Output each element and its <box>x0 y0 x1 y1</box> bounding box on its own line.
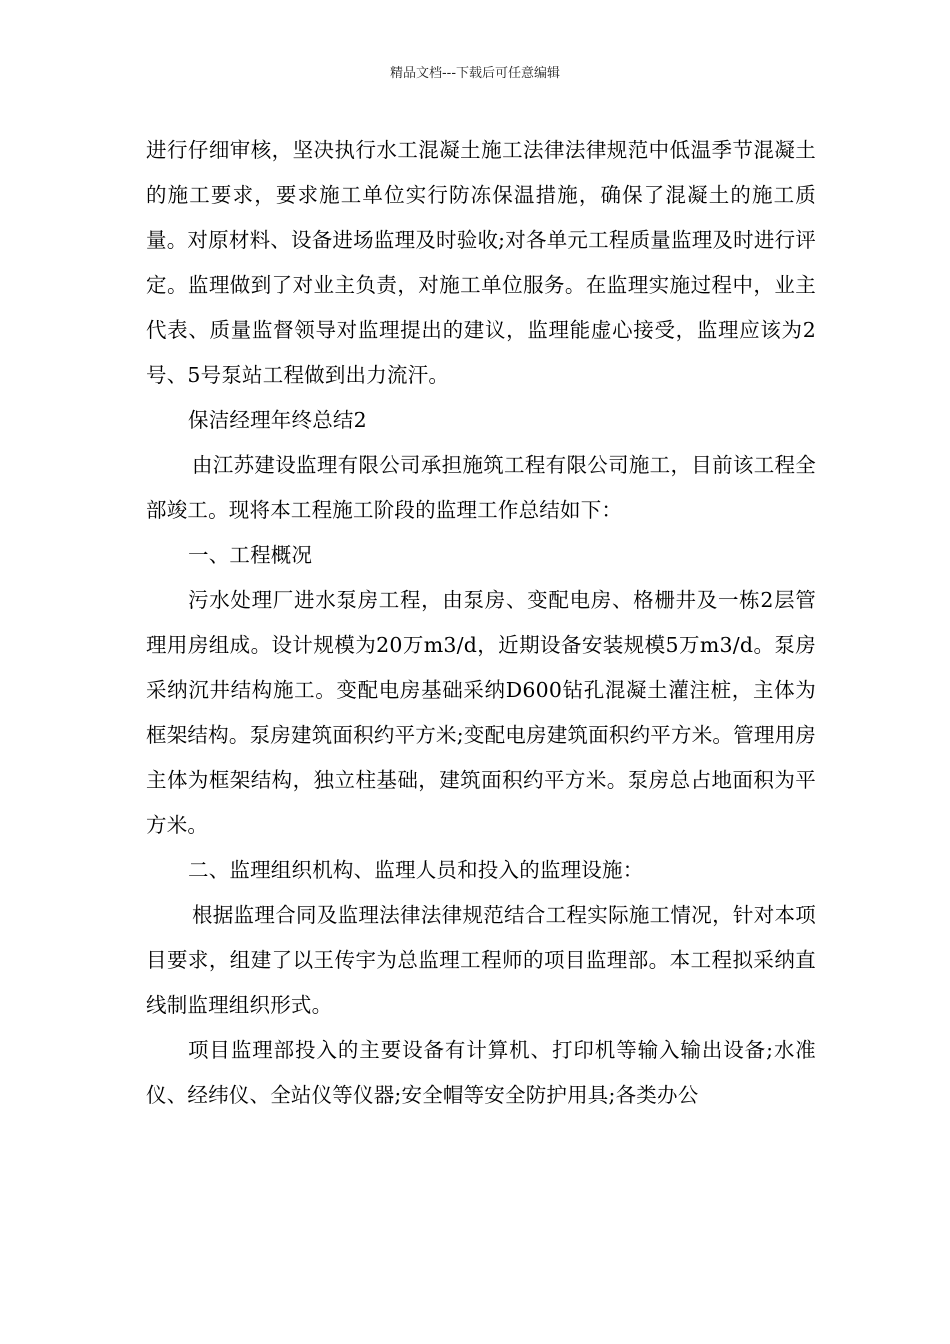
section-title-summary-2: 保洁经理年终总结2 <box>188 408 367 432</box>
paragraph-supervision-organization: 根据监理合同及监理法律法律规范结合工程实际施工情况，针对本项目要求，组建了以王传宇为总监理工程师的项目监理部。本工程拟采纳直线制监理组织形式。 <box>146 903 816 1017</box>
document-body <box>146 128 816 1118</box>
heading-supervision-organization: 二、监理组织机构、监理人员和投入的监理设施： <box>188 858 644 882</box>
paragraph-construction-quality: 进行仔细审核，坚决执行水工混凝土施工法律法律规范中低温季节混凝土的施工要求，要求施工单位实行防冻保温措施，确保了混凝土的施工质量。对原材料、设备进场监理及时验收;对各单元工程质量监理及时进行评定。监理做到了对业主负责，对施工单位服务。在监理实施过程中，业主代表、质量监督领导对监理提出的建议，监理能虚心接受，监理应该为2号、5号泵站工程做到出力流汗。 <box>146 138 816 387</box>
page-header: 精品文档---下载后可任意编辑 <box>389 66 561 81</box>
paragraph-equipment: 项目监理部投入的主要设备有计算机、打印机等输入输出设备;水准仪、经纬仪、全站仪等仪器;安全帽等安全防护用具;各类办公 <box>146 1038 816 1107</box>
paragraph-project-overview: 污水处理厂进水泵房工程，由泵房、变配电房、格栅井及一栋2层管理用房组成。设计规模为20万m3/d，近期设备安装规模5万m3/d。泵房采纳沉井结构施工。变配电房基础采纳D600钻孔混凝土灌注桩，主体为框架结构。泵房建筑面积约平方米;变配电房建筑面积约平方米。管理用房主体为框架结构，独立柱基础，建筑面积约平方米。泵房总占地面积为平方米。 <box>146 588 816 837</box>
heading-project-overview: 一、工程概况 <box>188 543 313 567</box>
paragraph-intro: 由江苏建设监理有限公司承担施筑工程有限公司施工，目前该工程全部竣工。现将本工程施工阶段的监理工作总结如下： <box>146 453 816 522</box>
